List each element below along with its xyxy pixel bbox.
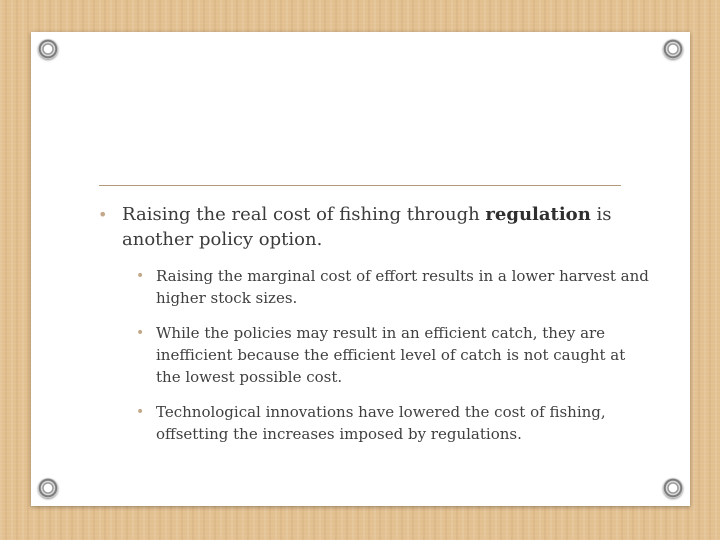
sub-bullet-text: Raising the marginal cost of effort results in a lower harvest and higher stock sizes. — [156, 267, 649, 307]
main-bullet-emphasis: regulation — [485, 204, 591, 225]
sub-bullet — [120, 265, 654, 309]
sub-bullet — [120, 401, 654, 445]
slide-body — [94, 202, 654, 458]
pushpin-icon — [38, 478, 58, 498]
sub-bullet-text: While the policies may result in an efficient catch, they are inefficient because the efficient level of catch is not caught at the lowest possible cost. — [156, 324, 626, 386]
pushpin-icon — [663, 478, 683, 498]
bullet-icon: • — [136, 268, 145, 284]
main-bullet — [94, 202, 654, 252]
sub-bullet-text: Technological innovations have lowered the cost of fishing, offsetting the increases imposed by regulations. — [156, 403, 606, 443]
bullet-icon: • — [136, 404, 145, 420]
bullet-icon: • — [98, 205, 108, 224]
title-divider — [99, 185, 621, 186]
pushpin-icon — [663, 39, 683, 59]
main-bullet-suffix: is another policy option. — [122, 204, 612, 250]
main-bullet-prefix: Raising the real cost of fishing through — [122, 204, 486, 225]
bullet-icon: • — [136, 325, 145, 341]
slide-panel — [31, 32, 690, 506]
pushpin-icon — [38, 39, 58, 59]
sub-bullet — [120, 322, 654, 388]
